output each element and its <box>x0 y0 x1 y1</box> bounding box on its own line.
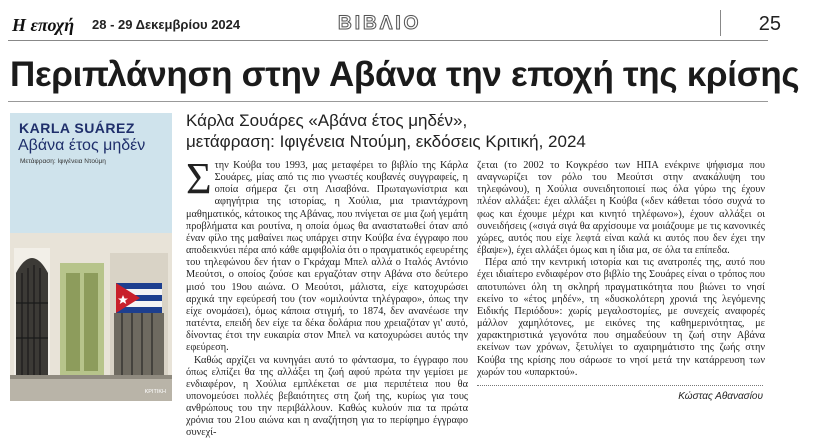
cover-publisher-logo: ΚΡΙΤΙΚΗ <box>144 389 166 395</box>
byline-separator <box>477 385 763 386</box>
headline-rule <box>8 101 768 102</box>
cover-title: Αβάνα έτος μηδέν <box>18 137 146 154</box>
paragraph <box>186 154 468 355</box>
issue-date: 28 - 29 Δεκεμβρίου 2024 <box>92 17 241 32</box>
article-headline: Περιπλάνηση στην Αβάνα την εποχή της κρίσης <box>10 55 800 94</box>
paragraph: Καθώς αρχίζει να κυνηγάει αυτό το φάντασμα, το έγγραφο που όπως ελπίζει θα της αλλάξει τη ζωή αφού πρώτα την γεμίσει με ενδιαφέρον, η Χούλια εμπλέκεται σε μια περιπέτεια που θα υπονομεύσει πολλές βεβαιότητες στη ζωή της, κυρίως για τους ανθρώπους του την περιβάλλουν. Καθώς κυλούν πια τα πρώτα χρόνια του 21ου αιώνα και η αναζήτηση για το περίφημο έγγραφο συνεχί- <box>186 354 468 439</box>
article-subtitle <box>186 110 766 152</box>
subtitle-line-2: μετάφραση: Ιφιγένεια Ντούμη, εκδόσεις Κριτική, 2024 <box>186 132 586 151</box>
masthead-divider <box>720 10 721 36</box>
paragraph: Πέρα από την κεντρική ιστορία και τις ανατροπές της, αυτό που έχει ιδιαίτερο ενδιαφέρον στο βιβλίο της Σουάρες είναι ο τρόπος που αποτυπώνει όλη τη σκληρή πραγματικότητα που βιώνει το νησί εκείνο το «έτος μηδέν», τη «δυσκολότερη χρονιά της λεγόμενης Ειδικής Περιόδου»: χωρίς μεγαλοστομίες, με συνεχείς αναφορές μάλλον χαμηλότονες, με εικόνες της καθημερινότητας, με χαρακτηριστικά γεγονότα που σημαδεύουν τη ζωή στην Αβάνα εκείνων των χρόνων, ξετυλίγει το αχαιρημάτιστο της ζωής στην Κούβα της κρίσης που σάρωσε το νησί μετά την κατάρρευση των χωρών του «υπαρκτού». <box>477 257 765 378</box>
page-number: 25 <box>758 13 781 35</box>
subtitle-line-1: Κάρλα Σουάρες «Αβάνα έτος μηδέν», <box>186 111 468 130</box>
drop-cap: Σ <box>186 154 212 203</box>
newspaper-logo: Η εποχή <box>8 14 78 36</box>
cover-illustration <box>10 113 172 401</box>
paragraph-text: την Κούβα του 1993, μας μεταφέρει το βιβλίο της Κάρλα Σουάρες, μίας από τις πιο γνωστές κουβανές συγγραφείς, η οποία σήμερα ζει στη Λισαβόνα. Πρωταγωνίστρια και αφηγήτρια της ιστορίας, η Χούλια, μια τριαντάχρονη μαθηματικός, κάτοικος της Αβάνας, που πνίγεται σε μια ζωή γεμάτη προβλήματα και ρουτίνα, η οποία όμως θα αναστατωθεί όταν από έναν φίλο της μαθαίνει πως υπάρχει στην Κούβα ένα έγγραφο που αποδεικνύει πέρα από κάθε αμφιβολία ότι ο πραγματικός εφευρέτης του τηλεφώνου δεν ήταν ο Γκράχαμ Μπελ αλλά ο Ιταλός Αντόνιο Μεούτσι, ο οποίος ζούσε και εργαζόταν στην Αβάνα στο δεύτερο μισό του 19ου αιώνα. Ο Μεούτσι, μάλιστα, είχε κατοχυρώσει αρχικά την εφεύρεσή του (τον «ομιλούντα τηλέγραφο», όπως την είχε ονομάσει), όμως κάποια στιγμή, το 1874, δεν ανανέωσε την πατέντα, επειδή δεν είχε τα δέκα δολάρια που χρειαζόταν γι' αυτό, δίνοντας έτσι την ευκαιρία στον Μπελ να κατοχυρώσει αυτός την εφεύρεση. <box>186 160 468 354</box>
masthead-rule <box>8 40 768 41</box>
book-cover-image <box>10 113 172 401</box>
paragraph: ζεται (το 2002 το Κογκρέσο των ΗΠΑ ενέκρινε ψήφισμα που αναγνωρίζει τον ρόλο του Μεούτσι στην ανακάλυψη του τηλεφώνου), η Χούλια συνειδητοποιεί πως όλα γύρω της έχουν πλέον αλλάξει: έχει αλλάξει η Κούβα («δεν κάθεται τόσο συχνά το φως και έχουμε μέχρι και κινητό τηλέφωνο»), έχουν αλλάξει οι συνειδήσεις («σιγά σιγά θα αρχίσουμε να μοιάζουμε με τις κανονικές χώρες, αυτός που είχε λεφτά είναι καλά κι αυτός που δεν έχει την έβαψε»), έχει αλλάξει όμως και η ίδια μα, σε όλα τα επίπεδα. <box>477 160 765 257</box>
section-label: ΒΙΒΛΙΟ <box>338 13 422 34</box>
masthead <box>8 10 807 40</box>
article-column-1 <box>186 154 468 440</box>
cover-author: KARLA SUÁREZ <box>19 120 135 136</box>
article-column-2 <box>477 160 765 379</box>
author-byline: Κώστας Αθανασίου <box>678 391 763 402</box>
cover-translator: Μετάφραση: Ιφιγένεια Ντούμη <box>20 158 106 165</box>
